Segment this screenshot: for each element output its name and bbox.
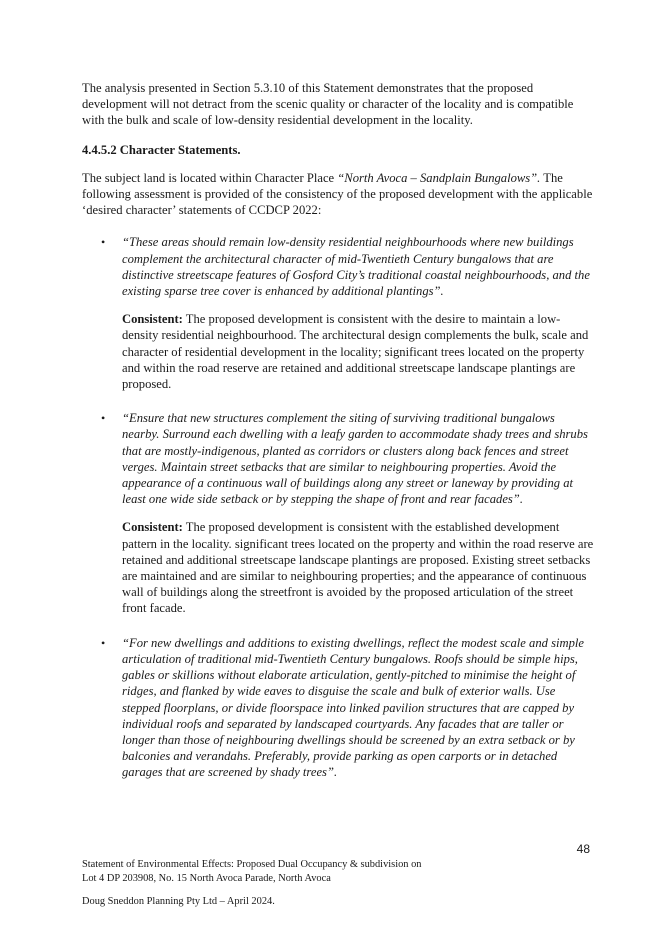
- page-footer: [82, 858, 522, 886]
- consistency-paragraph: [122, 311, 594, 392]
- bullet-icon: •: [101, 235, 106, 250]
- statement-item: [82, 410, 594, 616]
- footer-author: Doug Sneddon Planning Pty Ltd – April 2024.: [82, 896, 275, 907]
- statement-quote: “These areas should remain low-density residential neighbourhoods where new buildings complement the architectural character of mid-Twentieth Century bungalows that are distinctive streetscape features of Gosford City’s traditional coastal neighbourhoods, and the existing sparse tree cover is enhanced by additional plantings”.: [122, 235, 590, 299]
- character-place-paragraph: [82, 170, 594, 219]
- section-heading: 4.4.5.2 Character Statements.: [82, 142, 241, 157]
- character-place-name: “North Avoca – Sandplain Bungalows”.: [337, 170, 541, 185]
- page-number: 48: [576, 842, 590, 856]
- consistent-text: The proposed development is consistent with the established development pattern in the locality. significant trees located on the property and within the road reserve are retained and additional streetscape landscape plantings are proposed. Existing street setbacks are maintained and are similar to neighbouring properties; and the appearance of continuous wall of buildings along the streetfront is avoided by the proposed articulation of the street front facade.: [122, 520, 594, 616]
- character-para-before: The subject land is located within Character Place: [82, 170, 338, 185]
- bullet-icon: •: [101, 411, 106, 426]
- character-statements-list: [82, 234, 594, 780]
- footer-address-line: Lot 4 DP 203908, No. 15 North Avoca Parade, North Avoca: [82, 873, 331, 884]
- consistent-label: Consistent:: [122, 520, 183, 535]
- intro-paragraph: The analysis presented in Section 5.3.10 of this Statement demonstrates that the proposed development will not detract from the scenic quality or character of the locality and is compatible with the bulk and scale of low-density residential development in the locality.: [82, 81, 574, 128]
- consistent-label: Consistent:: [122, 312, 183, 327]
- character-para-after: The following assessment is provided of the consistency of the proposed development with the applicable ‘desired character’ statements of CCDCP 2022:: [82, 170, 593, 218]
- statement-item: [82, 234, 594, 392]
- consistency-paragraph: [122, 519, 594, 616]
- consistent-text: The proposed development is consistent with the desire to maintain a low-density residential neighbourhood. The architectural design complements the bulk, scale and character of residential development in the locality; significant trees located on the property and within the road reserve are retained and additional streetscape landscape plantings are proposed.: [122, 312, 589, 392]
- footer-title-line: Statement of Environmental Effects: Proposed Dual Occupancy & subdivision on: [82, 859, 422, 870]
- statement-quote: “Ensure that new structures complement the siting of surviving traditional bungalows nearby. Surround each dwelling with a leafy garden to accommodate shady trees and shrubs that are mostly-indigenous, planted as corridors or clusters along back fences and street verges. Maintain street setbacks that are similar to neighbouring properties. Avoid the appearance of a continuous wall of buildings along any street or laneway by providing at least one wide side setback or by stepping the shape of front and rear facades”.: [122, 411, 588, 507]
- bullet-icon: •: [101, 635, 106, 650]
- statement-quote: “For new dwellings and additions to existing dwellings, reflect the modest scale and simple articulation of traditional mid-Twentieth Century bungalows. Roofs should be simple hips, gables or skillions without elaborate articulation, gently-pitched to minimise the height of ridges, and flanked by wide eaves to disguise the scale and bulk of exterior walls. Use stepped floorplans, or divide floorspace into linked pavilion structures that are capped by individual roofs and separated by landscaped courtyards. Any facades that are taller or longer than those of neighbouring dwellings should be screened by an extra setback or by balconies and verandahs. Preferably, provide parking as open carports or in detached garages that are screened by shady trees”.: [122, 635, 584, 780]
- page-content: [82, 80, 594, 781]
- statement-item: [82, 635, 594, 781]
